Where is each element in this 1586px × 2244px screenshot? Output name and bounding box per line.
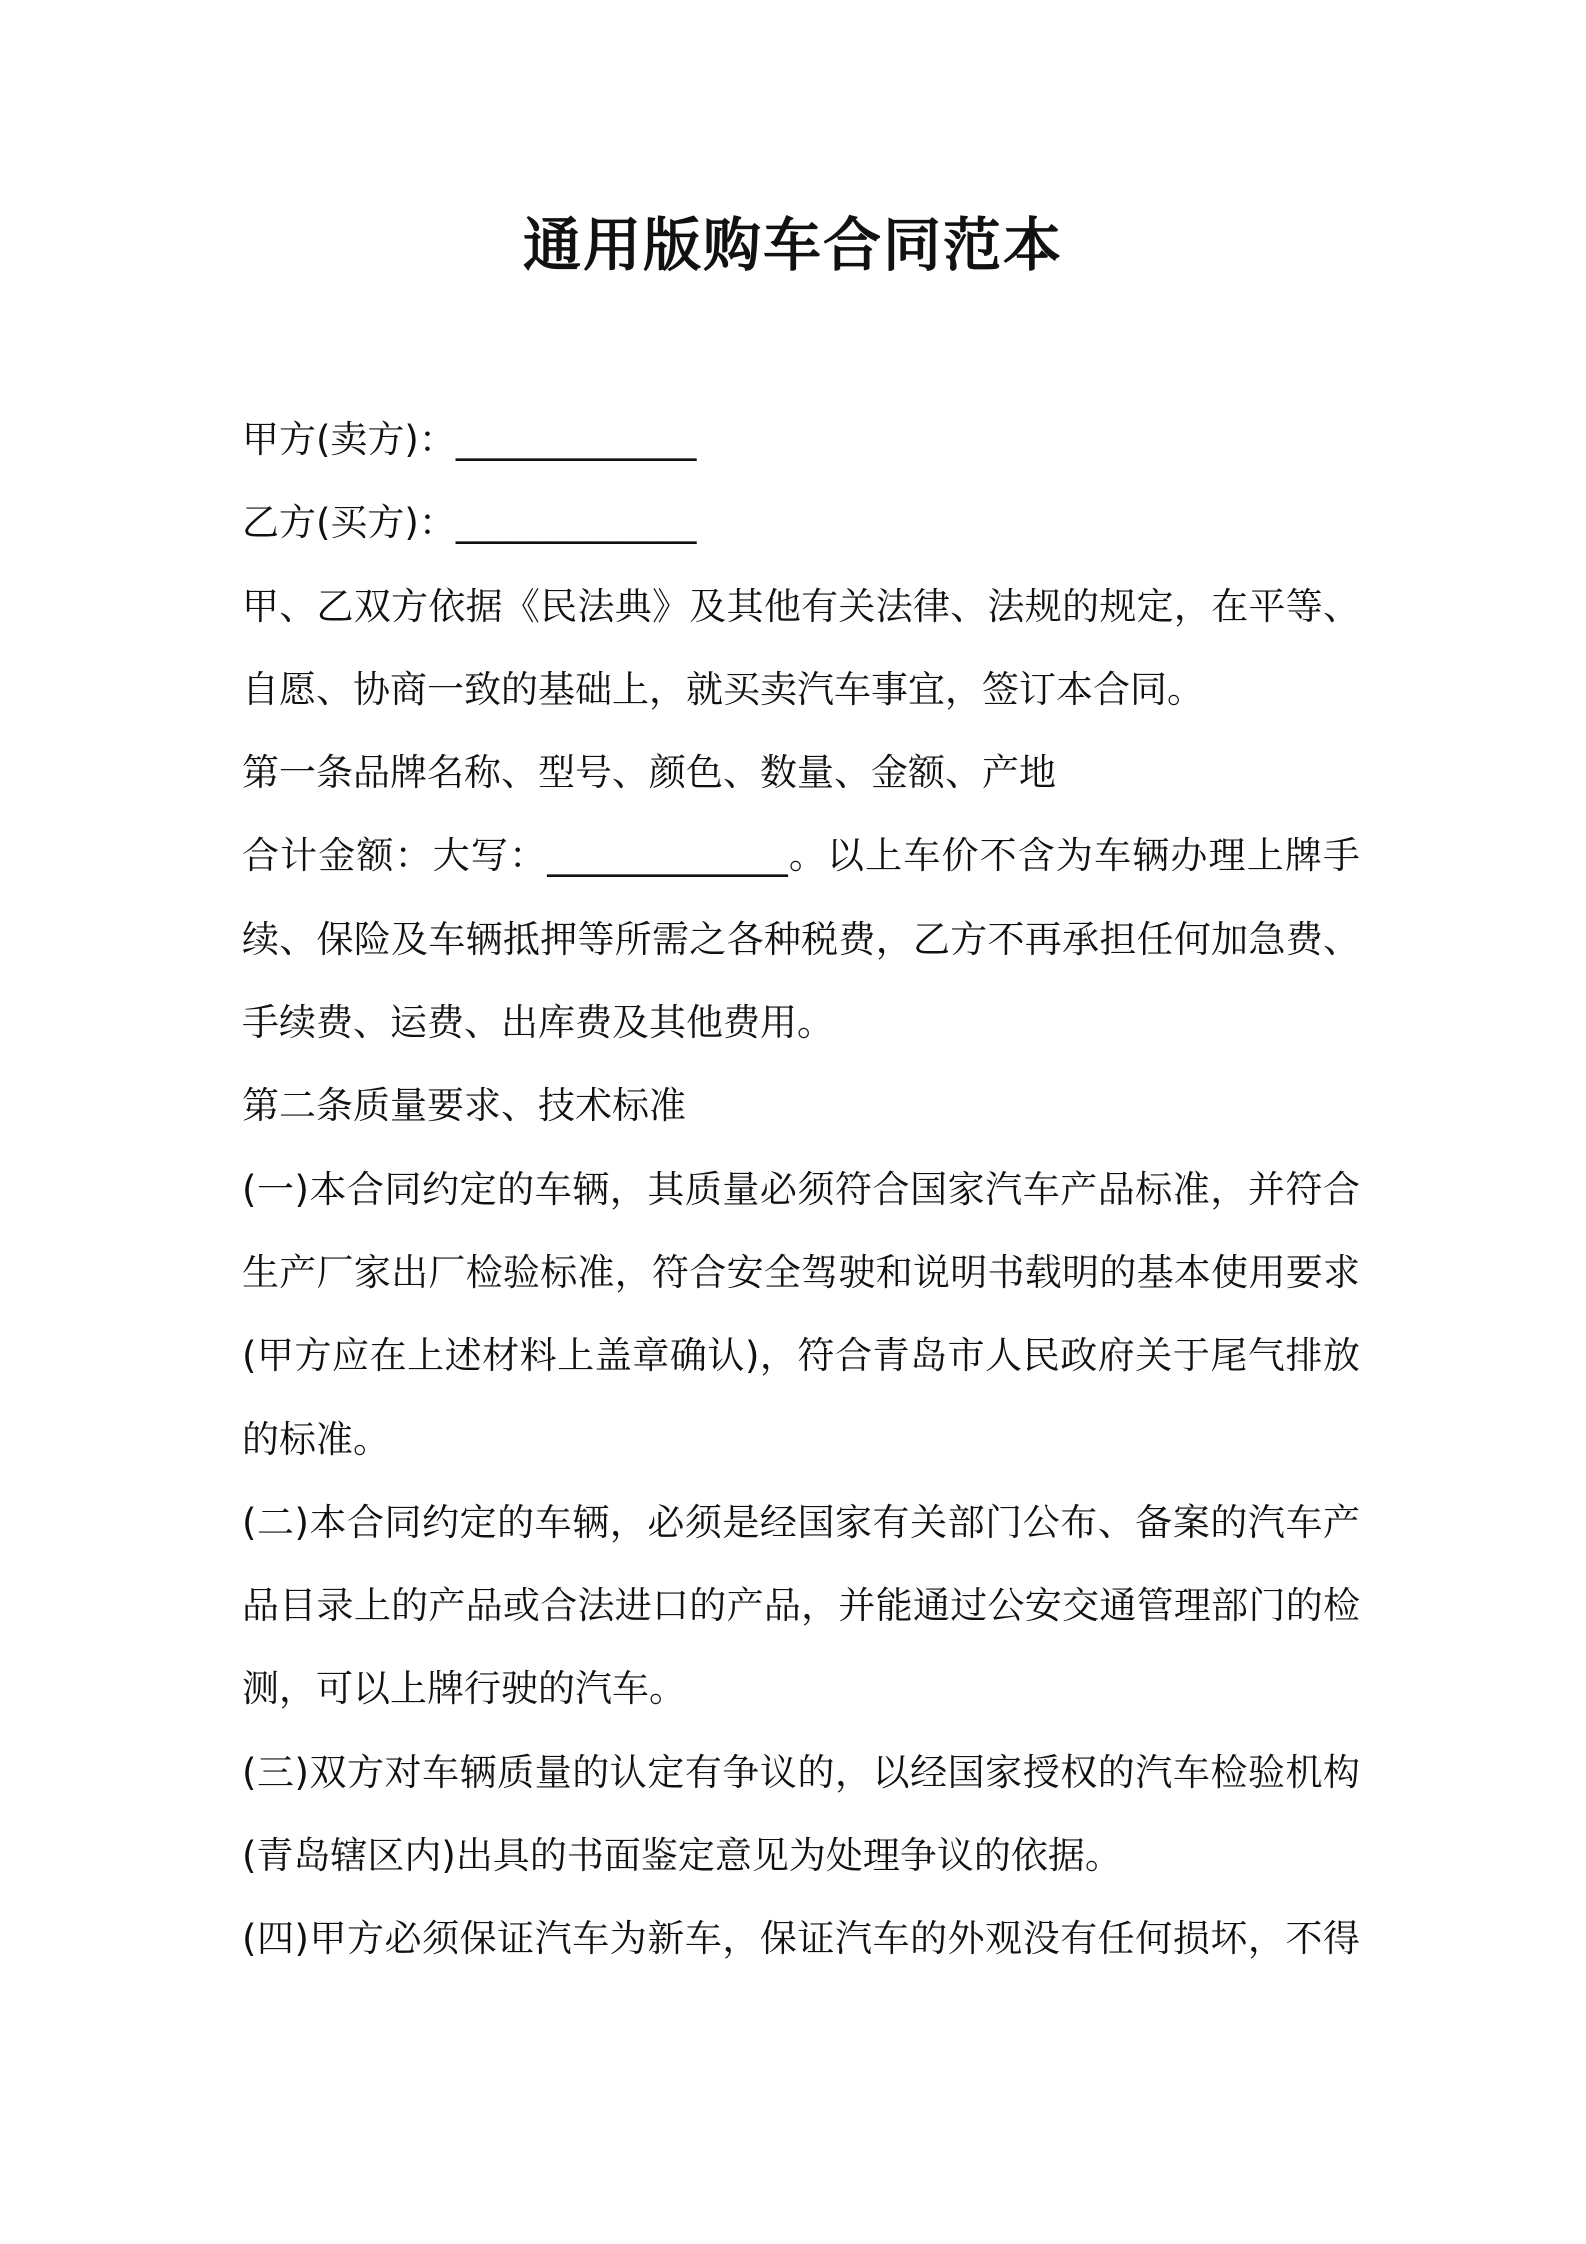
document-text-line: 测，可以上牌行驶的汽车。 — [242, 1667, 686, 1711]
document-text-line: 合计金额：大写：_____________。以上车价不含为车辆办理上牌手 — [242, 834, 1360, 878]
document-text-line: 甲、乙双方依据《民法典》及其他有关法律、法规的规定，在平等、 — [242, 584, 1360, 628]
document-text-line: 品目录上的产品或合法进口的产品，并能通过公安交通管理部门的检 — [242, 1584, 1360, 1628]
document-text-line: 手续费、运费、出库费及其他费用。 — [242, 1001, 834, 1045]
document-text-line: 的标准。 — [242, 1417, 390, 1461]
document-text-line: (三)双方对车辆质量的认定有争议的，以经国家授权的汽车检验机构 — [242, 1750, 1360, 1794]
document-text-line: (青岛辖区内)出具的书面鉴定意见为处理争议的依据。 — [242, 1834, 1122, 1878]
document-text-line: 自愿、协商一致的基础上，就买卖汽车事宜，签订本合同。 — [242, 667, 1204, 711]
document-text-line: 生产厂家出厂检验标准，符合安全驾驶和说明书载明的基本使用要求 — [242, 1250, 1360, 1294]
document-text-line: 第一条品牌名称、型号、颜色、数量、金额、产地 — [242, 751, 1056, 795]
document-text-line: (二)本合同约定的车辆，必须是经国家有关部门公布、备案的汽车产 — [242, 1500, 1360, 1544]
document-text-line: (一)本合同约定的车辆，其质量必须符合国家汽车产品标准，并符合 — [242, 1167, 1360, 1211]
document-text-line: 甲方(卖方)：_____________ — [242, 418, 697, 461]
document-text-line: (甲方应在上述材料上盖章确认)，符合青岛市人民政府关于尾气排放 — [242, 1334, 1360, 1378]
document-text-line: 第二条质量要求、技术标准 — [242, 1084, 686, 1128]
document-title: 通用版购车合同范本 — [522, 211, 1063, 279]
document-text-line: 乙方(买方)：_____________ — [242, 501, 697, 545]
document-text-line: 续、保险及车辆抵押等所需之各种税费，乙方不再承担任何加急费、 — [242, 917, 1360, 961]
document-body — [242, 398, 1360, 1981]
document-text-line: (四)甲方必须保证汽车为新车，保证汽车的外观没有任何损坏，不得 — [242, 1917, 1360, 1961]
